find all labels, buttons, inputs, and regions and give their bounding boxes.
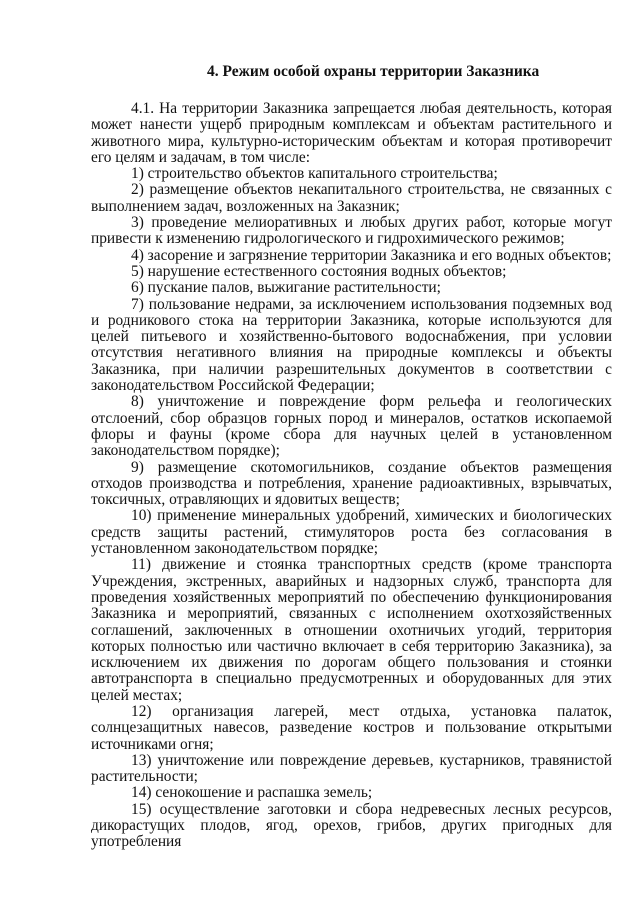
list-item-6: 6) пускание палов, выжигание растительности; xyxy=(131,279,441,297)
list-item-3: 3) проведение мелиоративных и любых других работ, которые могут привести к изменению гидрологического и гидрохимического режимов; xyxy=(91,214,612,248)
list-item-5: 5) нарушение естественного состояния водных объектов; xyxy=(131,262,507,280)
list-item-2: 2) размещение объектов некапитального строительства, не связанных с выполнением задач, возложенных на Заказник; xyxy=(91,181,612,215)
list-item-15: 15) осуществление заготовки и сбора недревесных лесных ресурсов, дикорастущих плодов, ягод, орехов, грибов, других пригодных для употребления xyxy=(91,800,612,851)
list-item-9: 9) размещение скотомогильников, создание объектов размещения отходов производства и потребления, хранение радиоактивных, взрывчатых, токсичных, отравляющих и ядовитых веществ; xyxy=(91,458,612,509)
list-item-10: 10) применение минеральных удобрений, химических и биологических средств защиты растений, стимуляторов роста без согласования в установленном законодательством порядке; xyxy=(91,507,612,558)
section-body xyxy=(91,101,612,851)
list-item-7: 7) пользование недрами, за исключением использования подземных вод и родникового стока на территории Заказника, которые используются для целей питьевого и хозяйственно-бытового водоснабжения, при условии отсутствия негативного влияния на природные комплексы и объекты Заказника, при наличии разрешительных документов в соответствии с законодательством Российской Федерации; xyxy=(91,295,612,395)
list-item-8: 8) уничтожение и повреждение форм рельефа и геологических отслоений, сбор образцов горных пород и минералов, остатков ископаемой флоры и фауны (кроме сбора для научных целей в установленном законодательством порядке); xyxy=(91,393,612,460)
list-item-12: 12) организация лагерей, мест отдыха, установка палаток, солнцезащитных навесов, разведение костров и пользование открытыми источниками огня; xyxy=(91,702,612,753)
list-item-11: 11) движение и стоянка транспортных средств (кроме транспорта Учреждения, экстренных, аварийных и надзорных служб, транспорта для проведения хозяйственных мероприятий по обеспечению функционирования Заказника и мероприятий, связанных с исполнением охотхозяйственных соглашений, заключенных в отношении охотничьих угодий, территория которых полностью или частично включает в себя территорию Заказника), за исключением их движения по дорогам общего пользования и стоянки автотранспорта в специально предусмотренных и оборудованных для этих целей местах; xyxy=(91,556,612,704)
list-item-13: 13) уничтожение или повреждение деревьев, кустарников, травянистой растительности; xyxy=(91,751,612,786)
list-item-14: 14) сенокошение и распашка земель; xyxy=(131,784,373,802)
list-item-4: 4) засорение и загрязнение территории Заказника и его водных объектов; xyxy=(131,246,612,264)
paragraph-4-1: 4.1. На территории Заказника запрещается любая деятельность, которая может нанести ущерб природным комплексам и объектам растительного и животного мира, культурно-историческим объектам и которая противоречит его целям и задачам, в том числе: xyxy=(91,100,612,166)
list-item-1: 1) строительство объектов капитального строительства; xyxy=(131,165,498,183)
section-heading: 4. Режим особой охраны территории Заказника xyxy=(207,63,540,80)
